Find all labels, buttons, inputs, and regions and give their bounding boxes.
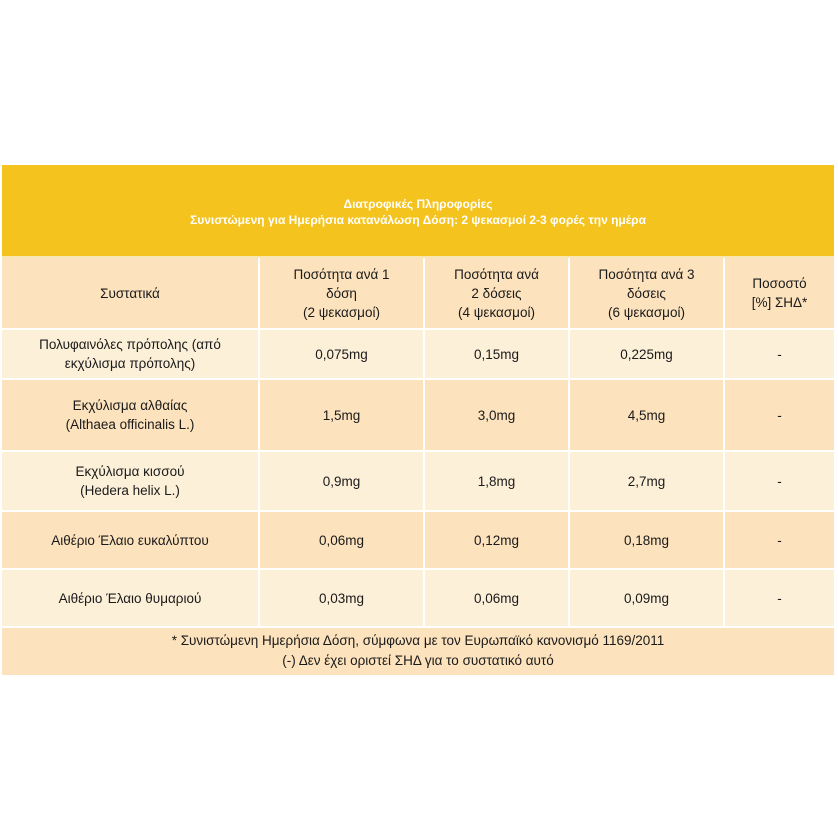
header-percent-rda: Ποσοστό [%] ΣΗΔ*: [724, 258, 834, 329]
ingredient-name: Αιθέριο Έλαιο ευκαλύπτου: [2, 511, 259, 569]
ingredient-name: Εκχύλισμα αλθαίας (Althaea officinalis L.): [2, 379, 259, 451]
table-row: [2, 379, 834, 451]
ingredient-name: Πολυφαινόλες πρόπολης (από εκχύλισμα πρόπολης): [2, 329, 259, 379]
dose-3-value: 4,5mg: [569, 379, 724, 451]
dose-2-value: 0,06mg: [424, 569, 569, 626]
dose-2-value: 3,0mg: [424, 379, 569, 451]
dose-1-value: 1,5mg: [259, 379, 424, 451]
dose-1-value: 0,9mg: [259, 451, 424, 511]
nutrition-table: [2, 258, 834, 626]
header-dose-2: Ποσότητα ανά 2 δόσεις (4 ψεκασμοί): [424, 258, 569, 329]
table-row: [2, 329, 834, 379]
percent-value: -: [724, 379, 834, 451]
percent-value: -: [724, 451, 834, 511]
footnote-no-rda: (-) Δεν έχει οριστεί ΣΗΔ για το συστατικό αυτό: [282, 653, 554, 668]
banner-subtitle: Συνιστώμενη για Ημερήσια κατανάλωση Δόση: 2 ψεκασμοί 2-3 φορές την ημέρα: [190, 213, 646, 227]
dose-3-value: 0,09mg: [569, 569, 724, 626]
header-dose-1: Ποσότητα ανά 1 δόση (2 ψεκασμοί): [259, 258, 424, 329]
ingredient-name: Εκχύλισμα κισσού (Hedera helix L.): [2, 451, 259, 511]
header-ingredients: Συστατικά: [2, 258, 259, 329]
footnote-rda: * Συνιστώμενη Ημερήσια Δόση, σύμφωνα με τον Ευρωπαϊκό κανονισμό 1169/2011: [171, 633, 665, 648]
table-row: [2, 511, 834, 569]
nutrition-banner: [2, 165, 834, 258]
ingredient-name: Αιθέριο Έλαιο θυμαριού: [2, 569, 259, 626]
table-row: [2, 451, 834, 511]
dose-2-value: 0,12mg: [424, 511, 569, 569]
dose-1-value: 0,075mg: [259, 329, 424, 379]
percent-value: -: [724, 511, 834, 569]
dose-2-value: 0,15mg: [424, 329, 569, 379]
percent-value: -: [724, 329, 834, 379]
dose-3-value: 0,18mg: [569, 511, 724, 569]
header-dose-3: Ποσότητα ανά 3 δόσεις (6 ψεκασμοί): [569, 258, 724, 329]
table-footnote: [2, 626, 834, 675]
dose-2-value: 1,8mg: [424, 451, 569, 511]
dose-1-value: 0,03mg: [259, 569, 424, 626]
percent-value: -: [724, 569, 834, 626]
table-row: [2, 569, 834, 626]
table-header-row: [2, 258, 834, 329]
dose-1-value: 0,06mg: [259, 511, 424, 569]
dose-3-value: 2,7mg: [569, 451, 724, 511]
banner-title: Διατροφικές Πληροφορίες: [343, 197, 493, 211]
dose-3-value: 0,225mg: [569, 329, 724, 379]
nutrition-panel: [2, 165, 834, 675]
